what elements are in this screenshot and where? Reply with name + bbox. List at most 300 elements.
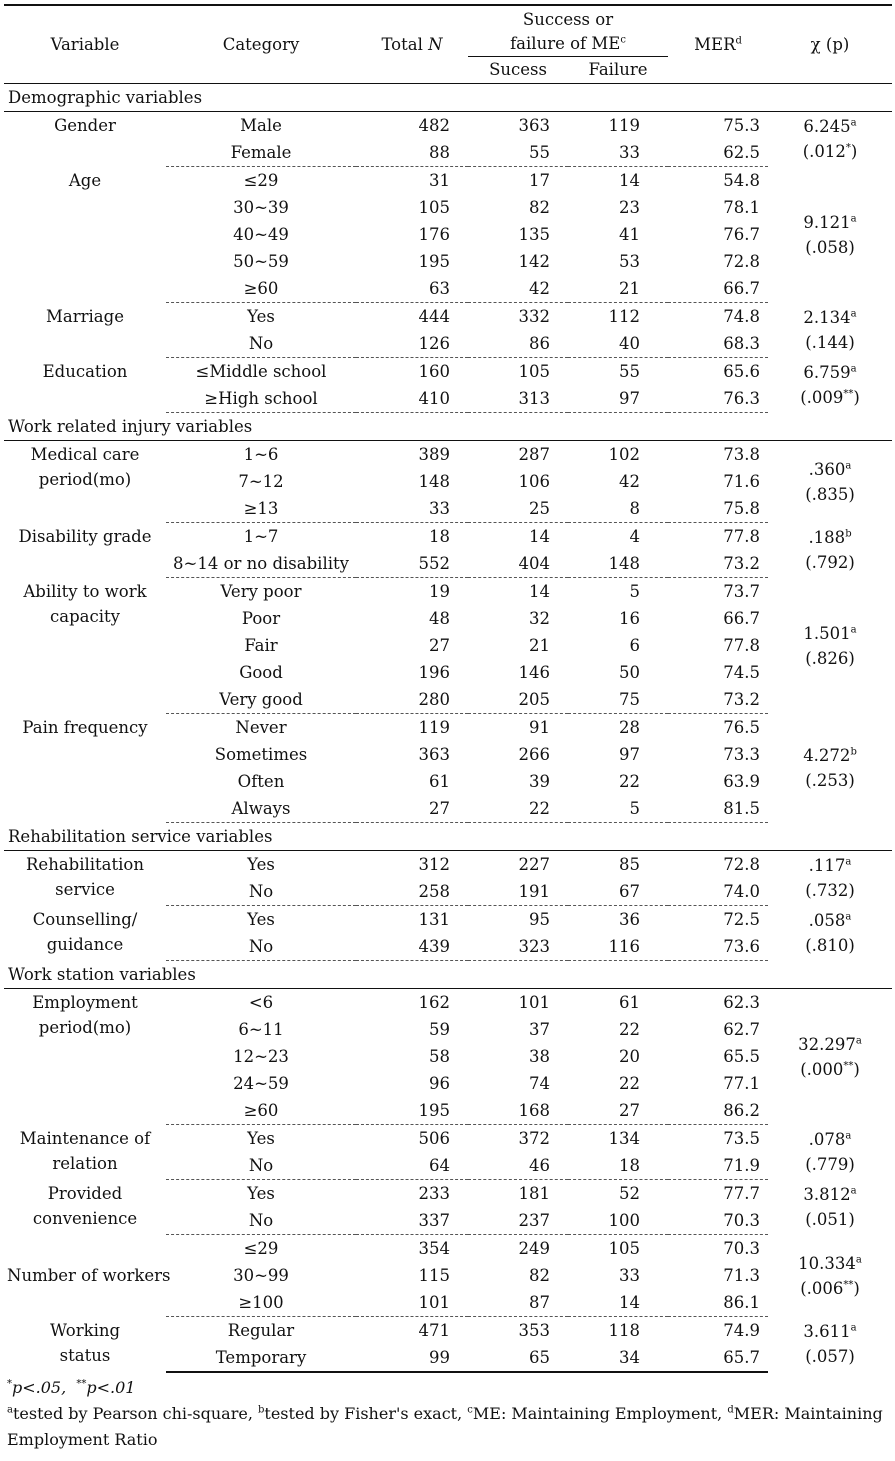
cell-failure: 20: [619, 1047, 641, 1066]
cell-total: 27: [356, 795, 468, 823]
variable-name-line: Working: [49, 1320, 121, 1340]
cell-category: Yes: [247, 855, 275, 874]
cell-failure: 116: [568, 933, 668, 961]
variable-name-line: period(mo): [38, 470, 132, 489]
variable-name-line: Counselling/: [32, 909, 138, 929]
cell-category: Male: [240, 116, 282, 135]
cell-total: 88: [356, 139, 468, 167]
table-row: [4, 167, 892, 195]
p-value: (.253: [805, 771, 849, 790]
cell-success: 14: [529, 582, 550, 601]
cell-category: 6~11: [238, 1020, 284, 1039]
cell-failure: 67: [568, 878, 668, 906]
cell-total: 233: [418, 1184, 450, 1203]
header-variable: Variable: [4, 5, 166, 84]
cell-mer: 77.8: [723, 636, 761, 655]
cell-total: 389: [418, 445, 450, 464]
cell-mer: 54.8: [723, 171, 761, 190]
cell-success: 372: [518, 1129, 550, 1148]
chi-value: .117: [808, 856, 846, 876]
cell-category: Very good: [166, 686, 356, 714]
chi-square-cell: [768, 578, 892, 714]
cell-total: 19: [429, 582, 450, 601]
section-row: [4, 823, 892, 851]
cell-total: 160: [418, 362, 450, 381]
table-row: [4, 578, 892, 606]
p-value-close: ): [848, 1347, 855, 1367]
cell-total: 363: [418, 745, 450, 764]
cell-category: ≤29: [243, 1239, 279, 1258]
chi-square-cell: [768, 714, 892, 823]
cell-total: 48: [429, 609, 450, 628]
p-value: (.009: [800, 388, 844, 407]
chi-test-mark: a: [850, 1322, 857, 1334]
cell-failure: 55: [619, 362, 641, 381]
cell-category: ≥60: [166, 1097, 356, 1125]
cell-total: 63: [356, 275, 468, 303]
variable-name: [4, 112, 166, 167]
cell-total: 258: [356, 878, 468, 906]
table-row: [4, 714, 892, 742]
p-value-close: ): [848, 333, 855, 352]
cell-failure: 5: [629, 582, 641, 601]
significance-mark: **: [843, 1060, 854, 1072]
chi-square-cell: [768, 112, 892, 167]
p-value-close: ): [848, 771, 855, 790]
cell-total: 61: [429, 772, 450, 791]
cell-category: ≥100: [166, 1289, 356, 1317]
cell-failure: 105: [608, 1239, 641, 1258]
cell-mer: 74.0: [668, 878, 768, 906]
p-value-close: ): [848, 881, 855, 901]
variable-name: [4, 578, 166, 714]
cell-failure: 97: [619, 745, 641, 764]
cell-failure: 148: [568, 550, 668, 578]
cell-success: 42: [468, 275, 568, 303]
variable-name-line: convenience: [32, 1208, 138, 1228]
cell-success: 227: [518, 855, 550, 874]
cell-success: 91: [529, 718, 550, 737]
cell-mer: 75.3: [723, 116, 761, 135]
variable-name: [4, 303, 166, 358]
table-row: [4, 906, 892, 934]
variable-name-line: Pain frequency: [22, 717, 148, 737]
chi-value: 2.134: [803, 308, 851, 327]
cell-total: 354: [418, 1239, 450, 1258]
table-row: [4, 1235, 892, 1263]
chi-test-mark: a: [845, 911, 852, 923]
cell-mer: 71.6: [723, 472, 761, 491]
section-row: [4, 961, 892, 989]
p-value: (.058: [805, 237, 849, 257]
chi-value: 32.297: [798, 1034, 856, 1054]
cell-category: ≥High school: [166, 385, 356, 413]
cell-total: 33: [356, 495, 468, 523]
cell-success: 191: [468, 878, 568, 906]
cell-category: Poor: [241, 609, 281, 628]
cell-total: 119: [418, 718, 450, 737]
cell-success: 363: [518, 116, 550, 135]
cell-category: Yes: [247, 910, 275, 929]
cell-total: 101: [356, 1289, 468, 1317]
cell-failure: 36: [619, 910, 641, 929]
variable-name: [4, 989, 166, 1125]
cell-total: 506: [418, 1129, 450, 1148]
chi-value: .078: [808, 1130, 846, 1149]
cell-failure: 75: [568, 686, 668, 714]
chi-square-cell: [768, 303, 892, 358]
p-value-close: ): [848, 1210, 855, 1229]
header-success-failure-group: Success or failure of $ME^c$: [468, 5, 668, 57]
header-success: Sucess: [468, 57, 568, 84]
cell-category: 12~23: [233, 1047, 289, 1066]
chi-square-cell: [768, 167, 892, 303]
p-value-close: ): [853, 1059, 860, 1079]
cell-success: 332: [518, 307, 550, 326]
cell-total: 280: [356, 686, 468, 714]
cell-mer: 63.9: [723, 772, 761, 791]
cell-success: 404: [468, 550, 568, 578]
variable-name: [4, 1235, 171, 1317]
variable-name-line: Marriage: [46, 306, 124, 326]
cell-mer: 65.7: [668, 1344, 768, 1372]
cell-category: Yes: [247, 1184, 275, 1203]
table-row: [4, 989, 892, 1017]
cell-mer: 71.3: [723, 1266, 761, 1285]
cell-mer: 77.1: [723, 1074, 761, 1093]
cell-total: 96: [429, 1074, 450, 1093]
chi-square-cell: [768, 989, 892, 1125]
table-row: [4, 1125, 892, 1153]
cell-failure: 50: [619, 663, 641, 682]
cell-category: Sometimes: [214, 745, 308, 764]
p-value: (.051: [805, 1210, 849, 1229]
cell-mer: 73.2: [668, 686, 768, 714]
cell-category: Yes: [247, 307, 275, 326]
chi-value: 6.245: [803, 117, 851, 137]
results-table: [4, 4, 892, 1373]
table-row: [4, 358, 892, 386]
section-title: Work related injury variables: [4, 413, 892, 441]
p-value: (.826: [805, 648, 849, 668]
cell-failure: 22: [619, 1020, 641, 1039]
cell-mer: 77.8: [723, 527, 761, 546]
variable-name: [4, 1180, 166, 1235]
cell-mer: 72.8: [723, 252, 761, 271]
cell-mer: 74.9: [723, 1321, 761, 1340]
cell-total: 31: [429, 171, 450, 190]
cell-failure: 6: [629, 636, 641, 655]
cell-mer: 73.3: [723, 745, 761, 764]
chi-test-mark: a: [850, 363, 857, 375]
chi-value: 9.121: [803, 212, 851, 232]
cell-failure: 33: [568, 139, 668, 167]
cell-category: No: [166, 330, 356, 358]
variable-name-line: guidance: [46, 934, 124, 954]
cell-category: 7~12: [238, 472, 284, 491]
variable-name: [4, 358, 166, 413]
test-abbreviation-note: $^a$tested by Pearson chi-square, $^b$tested by Fisher's exact, $^c$ME: Maintaining Employment, $^d$MER: Maintaining Employment Ratio: [7, 1404, 883, 1449]
cell-success: 82: [529, 1266, 550, 1285]
chi-test-mark: a: [845, 460, 852, 472]
cell-total: 552: [356, 550, 468, 578]
cell-success: 249: [518, 1239, 550, 1258]
table-header: [4, 5, 892, 84]
significance-mark: **: [843, 388, 854, 400]
variable-name-line: relation: [52, 1153, 118, 1173]
cell-total: 176: [418, 225, 450, 244]
cell-category: 1~7: [243, 527, 279, 546]
chi-value: .058: [808, 911, 846, 930]
chi-test-mark: a: [850, 308, 857, 320]
cell-success: 22: [468, 795, 568, 823]
cell-success: 205: [468, 686, 568, 714]
header-mer: MER$^d$: [668, 5, 768, 84]
variable-name: [4, 906, 166, 961]
chi-square-cell: [768, 1125, 892, 1180]
cell-category: Very poor: [220, 582, 302, 601]
p-value-close: ): [848, 936, 855, 955]
cell-total: 18: [429, 527, 450, 546]
section-title: Work station variables: [4, 961, 892, 989]
cell-category: 8~14 or no disability: [166, 550, 356, 578]
cell-mer: 73.8: [723, 445, 761, 464]
cell-success: 323: [468, 933, 568, 961]
cell-mer: 74.8: [723, 307, 761, 326]
variable-name-line: Rehabilitation: [26, 855, 144, 874]
p-value-close: ): [853, 1278, 860, 1298]
cell-category: No: [166, 1152, 356, 1180]
variable-name: [4, 523, 166, 578]
variable-name: [4, 441, 166, 523]
cell-success: 353: [518, 1321, 550, 1340]
chi-square-cell: [768, 523, 892, 578]
chi-value: .360: [808, 459, 846, 479]
variable-name: [4, 167, 166, 303]
section-row: [4, 413, 892, 441]
cell-mer: 76.3: [668, 385, 768, 413]
cell-total: 105: [418, 198, 450, 217]
cell-total: 444: [418, 307, 450, 326]
p-value: (.732: [805, 881, 849, 901]
chi-test-mark: a: [850, 1185, 857, 1197]
cell-mer: 71.9: [668, 1152, 768, 1180]
p-value: (.012: [802, 142, 846, 162]
cell-failure: 119: [608, 116, 641, 135]
cell-failure: 52: [619, 1184, 641, 1203]
cell-success: 37: [529, 1020, 550, 1039]
cell-success: 95: [529, 910, 550, 929]
cell-total: 162: [418, 993, 450, 1012]
cell-failure: 5: [568, 795, 668, 823]
cell-total: 482: [418, 116, 450, 135]
chi-square-cell: [768, 851, 892, 906]
cell-total: 27: [429, 636, 450, 655]
cell-mer: 68.3: [668, 330, 768, 358]
variable-name: [4, 1125, 166, 1180]
cell-failure: 34: [568, 1344, 668, 1372]
cell-failure: 118: [608, 1321, 641, 1340]
section-row: [4, 84, 892, 112]
chi-test-mark: a: [845, 856, 852, 868]
cell-mer: 65.6: [723, 362, 761, 381]
cell-failure: 21: [568, 275, 668, 303]
cell-failure: 4: [629, 527, 641, 546]
cell-failure: 23: [619, 198, 641, 217]
variable-name-line: Disability grade: [18, 526, 152, 546]
cell-success: 46: [468, 1152, 568, 1180]
cell-mer: 73.2: [668, 550, 768, 578]
table-row: [4, 851, 892, 879]
cell-success: 313: [468, 385, 568, 413]
cell-category: Regular: [227, 1321, 295, 1340]
cell-mer: 78.1: [723, 198, 761, 217]
cell-mer: 76.7: [723, 225, 761, 244]
cell-mer: 74.5: [723, 663, 761, 682]
table-row: [4, 303, 892, 331]
chi-test-mark: a: [845, 1130, 852, 1142]
p-value: (.000: [800, 1059, 844, 1079]
variable-name-line: Provided: [47, 1183, 123, 1203]
variable-name-line: period(mo): [38, 1018, 132, 1037]
cell-success: 32: [529, 609, 550, 628]
cell-total: 195: [418, 252, 450, 271]
cell-failure: 14: [619, 171, 641, 190]
cell-success: 87: [468, 1289, 568, 1317]
variable-name: [4, 714, 166, 823]
cell-category: Temporary: [166, 1344, 356, 1372]
cell-success: 101: [518, 993, 550, 1012]
cell-mer: 73.7: [723, 582, 761, 601]
significance-mark: **: [843, 1279, 854, 1290]
variable-name: [4, 1317, 166, 1373]
cell-failure: 42: [619, 472, 641, 491]
cell-mer: 66.7: [668, 275, 768, 303]
significance-mark: *: [845, 142, 851, 154]
chi-square-cell: [768, 441, 892, 523]
cell-category: 30~39: [233, 198, 289, 217]
p-value: (.144: [805, 333, 849, 352]
cell-success: 65: [468, 1344, 568, 1372]
cell-success: 106: [518, 472, 550, 491]
chi-square-cell: [768, 1235, 892, 1317]
cell-mer: 75.8: [668, 495, 768, 523]
cell-total: 410: [356, 385, 468, 413]
chi-square-cell: [768, 906, 892, 961]
cell-category: 30~99: [233, 1266, 289, 1285]
cell-category: Never: [235, 718, 287, 737]
cell-category: Fair: [244, 636, 278, 655]
variable-name-line: Education: [42, 361, 128, 381]
cell-mer: 73.6: [668, 933, 768, 961]
cell-success: 237: [468, 1207, 568, 1235]
cell-total: 471: [418, 1321, 450, 1340]
cell-total: 195: [356, 1097, 468, 1125]
cell-total: 337: [356, 1207, 468, 1235]
cell-category: 1~6: [243, 445, 279, 464]
table-row: [4, 1317, 892, 1345]
cell-success: 74: [529, 1074, 550, 1093]
cell-failure: 41: [619, 225, 641, 244]
cell-success: 181: [518, 1184, 550, 1203]
table-row: [4, 441, 892, 469]
cell-total: 58: [429, 1047, 450, 1066]
p-value-close: ): [848, 237, 855, 257]
variable-name: [4, 851, 166, 906]
cell-mer: 62.3: [723, 993, 761, 1012]
cell-failure: 53: [619, 252, 641, 271]
cell-success: 39: [529, 772, 550, 791]
cell-mer: 62.7: [723, 1020, 761, 1039]
cell-success: 142: [518, 252, 550, 271]
p-value-close: ): [848, 553, 855, 572]
cell-mer: 73.5: [723, 1129, 761, 1148]
p-value-close: ): [848, 484, 855, 504]
chi-test-mark: a: [850, 117, 857, 129]
cell-category: No: [166, 933, 356, 961]
cell-failure: 112: [608, 307, 641, 326]
cell-mer: 72.8: [723, 855, 761, 874]
chi-test-mark: b: [845, 528, 852, 540]
p-value: (.006: [800, 1278, 844, 1298]
p-value-close: ): [850, 142, 858, 162]
chi-test-mark: a: [850, 213, 857, 224]
variable-name-line: Medical care: [30, 445, 140, 464]
cell-failure: 85: [619, 855, 641, 874]
cell-failure: 97: [568, 385, 668, 413]
p-value: (.057: [805, 1347, 849, 1367]
cell-total: 59: [429, 1020, 450, 1039]
cell-total: 312: [418, 855, 450, 874]
cell-mer: 70.3: [723, 1239, 761, 1258]
chi-square-cell: [768, 1317, 892, 1373]
p-value-close: ): [848, 1155, 855, 1174]
cell-success: 38: [529, 1047, 550, 1066]
cell-category: Female: [166, 139, 356, 167]
variable-name-line: capacity: [50, 606, 120, 626]
cell-mer: 62.5: [668, 139, 768, 167]
cell-success: 105: [518, 362, 550, 381]
cell-failure: 102: [608, 445, 641, 464]
table-row: [4, 1180, 892, 1208]
variable-name-line: Employment: [32, 993, 138, 1012]
variable-name-line: service: [55, 880, 115, 899]
cell-total: 64: [356, 1152, 468, 1180]
variable-name-line: Gender: [54, 116, 116, 135]
p-value: (.792: [805, 553, 849, 572]
variable-name-line: Maintenance of: [19, 1128, 151, 1148]
cell-failure: 22: [619, 772, 641, 791]
cell-category: ≥13: [166, 495, 356, 523]
chi-value: 3.812: [803, 1185, 851, 1204]
table-footnotes: [7, 1375, 891, 1453]
cell-total: 126: [356, 330, 468, 358]
cell-total: 131: [418, 910, 450, 929]
cell-category: No: [166, 1207, 356, 1235]
cell-failure: 61: [619, 993, 641, 1012]
header-category: Category: [166, 5, 356, 84]
p-value: (.779: [805, 1155, 849, 1174]
cell-category: 40~49: [233, 225, 289, 244]
cell-category: Good: [239, 663, 283, 682]
cell-mer: 86.2: [668, 1097, 768, 1125]
cell-category: ≤29: [243, 171, 279, 190]
chi-value: 1.501: [803, 623, 851, 643]
cell-category: No: [166, 878, 356, 906]
cell-mer: 66.7: [723, 609, 761, 628]
section-title: Rehabilitation service variables: [4, 823, 892, 851]
chi-square-cell: [768, 358, 892, 413]
